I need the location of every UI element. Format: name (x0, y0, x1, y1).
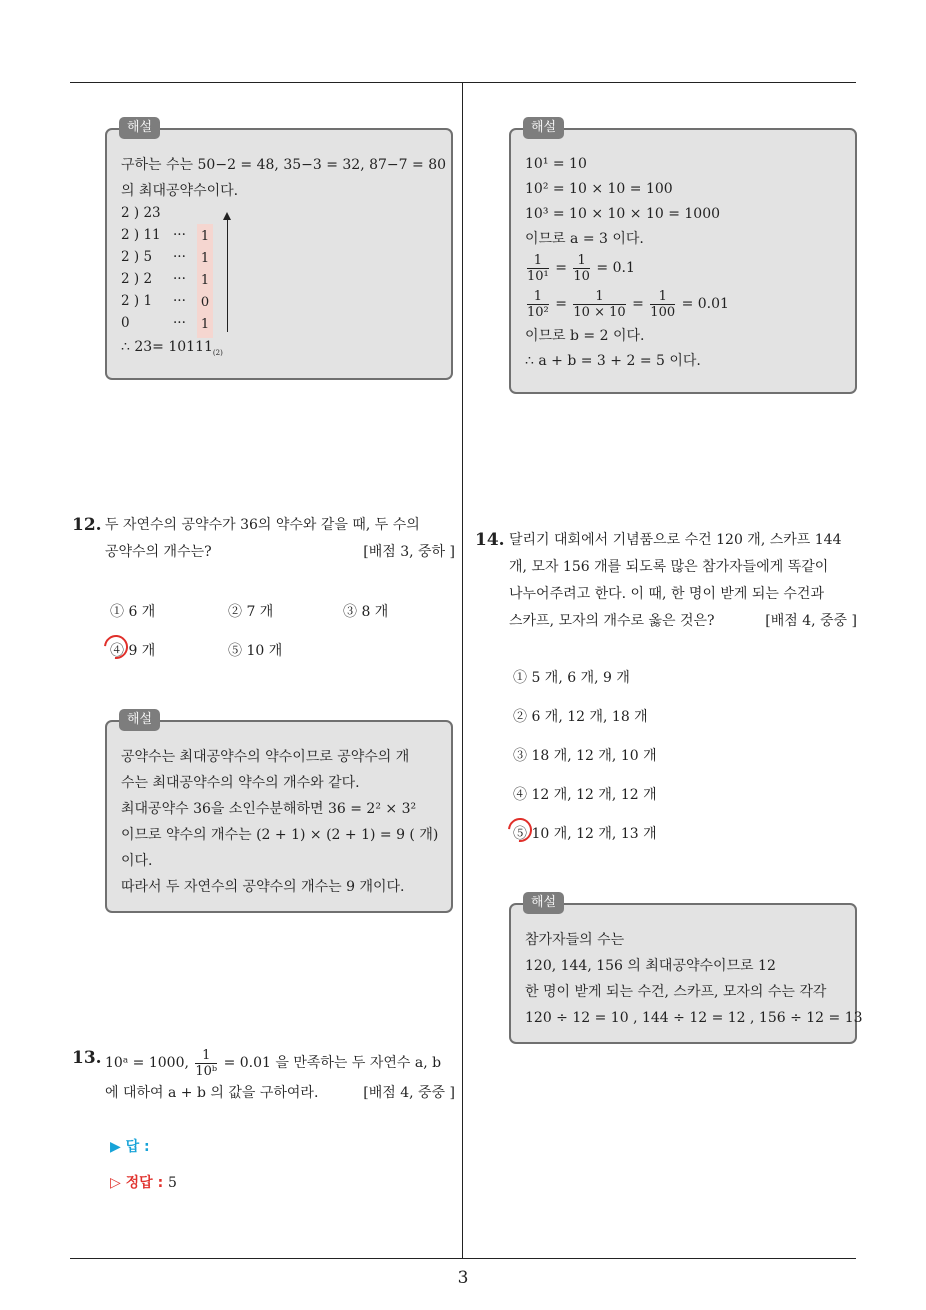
question-number-13: 13. (72, 1048, 102, 1068)
question-text-13 (105, 1046, 455, 1107)
division-row: 0 (121, 315, 130, 331)
choice-1[interactable]: ① 6 개 (110, 604, 156, 620)
division-row: 2 ) 23 (121, 205, 161, 221)
explanation-box-13 (509, 120, 857, 394)
denominator: 10² (527, 304, 549, 320)
explanation-line: 의 최대공약수이다. (121, 183, 239, 199)
page-number: 3 (457, 1268, 469, 1288)
fraction (527, 253, 549, 284)
remainder: 1 (197, 312, 213, 338)
choice-2[interactable]: ② 7 개 (228, 604, 274, 620)
fraction-line: $\frac{1}{\text{10²}}$ = $\frac{1}{10 \times 10}$ = $\frac{1}{100}$ = 0.01 (527, 288, 729, 320)
explanation-box-11 (105, 120, 453, 380)
numerator: 1 (195, 1048, 217, 1064)
numerator: 1 (527, 289, 549, 305)
explanation-line: 120 ÷ 12 = 10 , 144 ÷ 12 = 12 , 156 ÷ 12 = 13 (525, 1010, 863, 1026)
division-dots: ··· (173, 315, 186, 331)
question-line: 달리기 대회에서 기념품으로 수건 120 개, 스카프 144 (509, 532, 842, 548)
remainder: 1 (197, 224, 213, 250)
arrow-shaft (227, 218, 228, 332)
explanation-line: 이므로 약수의 개수는 (2 + 1) × (2 + 1) = 9 ( 개) (121, 827, 439, 843)
question-line: 두 자연수의 공약수가 36의 약수와 같을 때, 두 수의 (105, 517, 420, 533)
bottom-rule (70, 1258, 856, 1259)
explanation-line: 공약수는 최대공약수의 약수이므로 공약수의 개 (121, 749, 410, 765)
remainder: 1 (197, 268, 213, 294)
fraction-result: = 0.1 (596, 260, 635, 276)
question-line: 개, 모자 156 개를 되도록 많은 참가자들에게 똑같이 (509, 559, 829, 575)
fraction-result: = 0.01 (681, 296, 729, 312)
explanation-line: 10³ = 10 × 10 × 10 = 1000 (525, 206, 721, 222)
arrow-up-icon (223, 212, 231, 220)
explanation-line: 한 명이 받게 되는 수건, 스카프, 모자의 수는 각각 (525, 984, 827, 1000)
choice-3[interactable]: ③ 8 개 (343, 604, 389, 620)
numerator: 1 (650, 289, 675, 305)
question-line (509, 608, 857, 635)
explanation-line: ∴ a + b = 3 + 2 = 5 이다. (525, 353, 701, 369)
division-row: 2 ) 2 (121, 271, 153, 287)
explanation-line: 참가자들의 수는 (525, 932, 625, 948)
division-dots: ··· (173, 271, 186, 287)
question-line-text: 에 대하여 a + b 의 값을 구하여라. (105, 1085, 319, 1101)
choice-1[interactable]: ① 5 개, 6 개, 9 개 (513, 670, 630, 686)
fraction (573, 289, 625, 320)
fraction (650, 289, 675, 320)
fraction (573, 253, 590, 284)
denominator: 10 × 10 (573, 304, 626, 320)
division-row: 2 ) 11 (121, 227, 161, 243)
denominator: 100 (650, 304, 676, 320)
choice-5[interactable]: ⑤ 10 개, 12 개, 13 개 (513, 826, 657, 842)
explanation-line: 따라서 두 자연수의 공약수의 개수는 9 개이다. (121, 879, 405, 895)
top-rule (70, 82, 856, 83)
explanation-line: 10¹ = 10 (525, 156, 587, 172)
question-expr: = 0.01 을 만족하는 두 자연수 a, b (223, 1055, 442, 1071)
column-divider (462, 82, 463, 1259)
division-dots: ··· (173, 293, 186, 309)
explanation-line: 수는 최대공약수의 약수의 개수와 같다. (121, 775, 360, 791)
fraction-line: $\frac{1}{\text{10¹}}$ = $\frac{1}{10}$ = 0.1 (527, 252, 635, 284)
question-line-text: 스카프, 모자의 개수로 옳은 것은? (509, 613, 715, 629)
division-row: 2 ) 5 (121, 249, 153, 265)
remainder: 0 (197, 290, 213, 316)
division-dots: ··· (173, 249, 186, 265)
question-number-12: 12. (72, 515, 102, 535)
choice-2[interactable]: ② 6 개, 12 개, 18 개 (513, 709, 648, 725)
question-line-text: 공약수의 개수는? (105, 544, 212, 560)
question-expr: 10ᵃ = 1000, (105, 1055, 194, 1071)
numerator: 1 (573, 253, 590, 269)
result-base: (2) (212, 348, 223, 357)
choice-3[interactable]: ③ 18 개, 12 개, 10 개 (513, 748, 657, 764)
explanation-tag: 해설 (119, 709, 160, 731)
score-meta: [배점 4, 중중 ] (765, 613, 857, 629)
question-number-14: 14. (475, 530, 505, 550)
answer-label[interactable]: ▶ 답 : (110, 1139, 150, 1155)
fraction (195, 1048, 217, 1079)
choice-4[interactable]: ④ 9 개 (110, 643, 156, 659)
remainder: 1 (197, 246, 213, 272)
division-table (121, 204, 439, 334)
question-line: 나누어주려고 한다. 이 때, 한 명이 받게 되는 수건과 (509, 586, 824, 602)
denominator: 10ᵇ (195, 1063, 218, 1079)
fraction (527, 289, 549, 320)
result-text: ∴ 23= 10111 (121, 339, 213, 355)
denominator: 10 (573, 268, 590, 284)
question-text-12 (105, 512, 455, 566)
correct-label: ▷ 정답 : (110, 1175, 164, 1191)
correct-value: 5 (168, 1175, 177, 1191)
denominator: 10¹ (527, 268, 549, 284)
question-line (105, 1046, 455, 1080)
numerator: 1 (527, 253, 549, 269)
correct-answer (110, 1172, 177, 1192)
explanation-box-12 (105, 712, 453, 913)
explanation-tag: 해설 (523, 117, 564, 139)
explanation-box-14 (509, 895, 863, 1044)
score-meta: [배점 4, 중중 ] (363, 1085, 455, 1101)
choice-4[interactable]: ④ 12 개, 12 개, 12 개 (513, 787, 657, 803)
numerator: 1 (573, 289, 625, 305)
explanation-line: 구하는 수는 50−2 = 48, 35−3 = 32, 87−7 = 80 (121, 157, 447, 173)
explanation-line: 10² = 10 × 10 = 100 (525, 181, 673, 197)
explanation-line: 최대공약수 36을 소인수분해하면 36 = 2² × 3² (121, 801, 417, 817)
explanation-tag: 해설 (523, 892, 564, 914)
choice-5[interactable]: ⑤ 10 개 (228, 643, 283, 659)
division-result (121, 334, 439, 366)
question-line (105, 539, 455, 566)
explanation-tag: 해설 (119, 117, 160, 139)
explanation-line: 이다. (121, 853, 153, 869)
explanation-line: 120, 144, 156 의 최대공약수이므로 12 (525, 958, 776, 974)
question-text-14 (509, 527, 857, 635)
question-line (105, 1080, 455, 1107)
division-dots: ··· (173, 227, 186, 243)
explanation-line: 이므로 a = 3 이다. (525, 231, 644, 247)
explanation-line: 이므로 b = 2 이다. (525, 328, 645, 344)
division-row: 2 ) 1 (121, 293, 153, 309)
score-meta: [배점 3, 중하 ] (363, 544, 455, 560)
